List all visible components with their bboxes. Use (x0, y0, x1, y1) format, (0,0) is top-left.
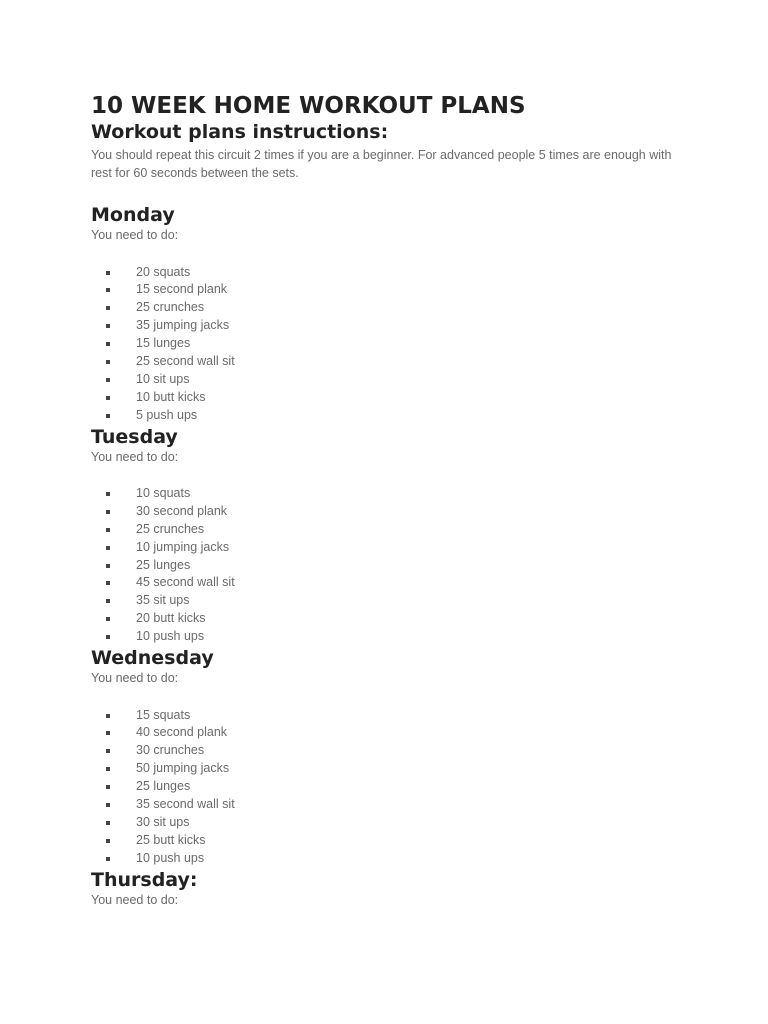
list-item (91, 503, 691, 521)
exercise-label: 25 crunches (136, 300, 205, 315)
exercise-label: 10 sit ups (136, 371, 190, 386)
square-bullet-icon (106, 396, 110, 400)
exercise-label: 15 lunges (136, 336, 191, 351)
list-item (91, 557, 691, 575)
instructions-text: You should repeat this circuit 2 times if you are a beginner. For advanced people 5 times are enough with rest for 60 seconds between the sets. (91, 148, 672, 180)
exercise-label: 25 lunges (136, 779, 191, 794)
list-item (91, 407, 691, 425)
list-item (91, 299, 691, 317)
list-item (91, 760, 691, 778)
square-bullet-icon (106, 360, 110, 364)
day-note: You need to do: (91, 671, 179, 686)
exercise-list (91, 264, 691, 425)
list-item (91, 574, 691, 592)
document-page (91, 93, 691, 928)
list-item (91, 521, 691, 539)
exercise-label: 30 sit ups (136, 814, 190, 829)
day-section-tuesday (91, 425, 691, 647)
list-item (91, 485, 691, 503)
square-bullet-icon (106, 414, 110, 418)
day-section-monday (91, 203, 691, 425)
square-bullet-icon (106, 857, 110, 861)
square-bullet-icon (106, 546, 110, 550)
day-heading: Thursday: (91, 868, 198, 891)
exercise-label: 35 jumping jacks (136, 318, 230, 333)
day-note: You need to do: (91, 228, 179, 242)
exercise-label: 40 second plank (136, 725, 228, 740)
square-bullet-icon (106, 714, 110, 718)
square-bullet-icon (106, 492, 110, 496)
list-item (91, 335, 691, 353)
list-item (91, 707, 691, 725)
list-item (91, 778, 691, 796)
exercise-label: 10 butt kicks (136, 389, 206, 404)
square-bullet-icon (106, 821, 110, 825)
square-bullet-icon (106, 635, 110, 639)
exercise-label: 15 squats (136, 707, 191, 722)
exercise-label: 25 lunges (136, 557, 191, 572)
square-bullet-icon (106, 324, 110, 328)
list-item (91, 592, 691, 610)
list-item (91, 814, 691, 832)
day-section-thursday (91, 868, 691, 910)
list-item (91, 796, 691, 814)
square-bullet-icon (106, 731, 110, 735)
exercise-label: 10 push ups (136, 850, 205, 865)
list-item (91, 539, 691, 557)
square-bullet-icon (106, 342, 110, 346)
square-bullet-icon (106, 510, 110, 514)
exercise-label: 10 push ups (136, 629, 205, 644)
square-bullet-icon (106, 528, 110, 532)
exercise-list (91, 485, 691, 646)
exercise-label: 45 second wall sit (136, 575, 235, 590)
exercise-label: 20 squats (136, 264, 191, 279)
square-bullet-icon (106, 581, 110, 585)
document-title: 10 WEEK HOME WORKOUT PLANS (91, 93, 526, 119)
list-item (91, 371, 691, 389)
exercise-label: 20 butt kicks (136, 611, 206, 626)
list-item (91, 264, 691, 282)
exercise-label: 25 butt kicks (136, 832, 206, 847)
square-bullet-icon (106, 749, 110, 753)
square-bullet-icon (106, 378, 110, 382)
square-bullet-icon (106, 271, 110, 275)
day-heading: Monday (91, 204, 175, 226)
square-bullet-icon (106, 617, 110, 621)
exercise-label: 30 crunches (136, 743, 205, 758)
document-subtitle: Workout plans instructions: (91, 121, 389, 143)
exercise-label: 35 second wall sit (136, 796, 235, 811)
exercise-label: 10 jumping jacks (136, 539, 230, 554)
exercise-label: 5 push ups (136, 407, 198, 422)
exercise-label: 10 squats (136, 486, 191, 501)
list-item (91, 353, 691, 371)
day-heading: Tuesday (91, 425, 178, 448)
square-bullet-icon (106, 564, 110, 568)
exercise-label: 30 second plank (136, 503, 228, 518)
exercise-label: 35 sit ups (136, 593, 190, 608)
day-section-wednesday (91, 646, 691, 868)
list-item (91, 832, 691, 850)
list-item (91, 724, 691, 742)
exercise-label: 50 jumping jacks (136, 761, 230, 776)
list-item (91, 610, 691, 628)
square-bullet-icon (106, 306, 110, 310)
square-bullet-icon (106, 785, 110, 789)
exercise-list (91, 707, 691, 868)
day-heading: Wednesday (91, 647, 214, 670)
square-bullet-icon (106, 803, 110, 807)
day-note: You need to do: (91, 892, 179, 907)
square-bullet-icon (106, 599, 110, 603)
day-note: You need to do: (91, 449, 179, 464)
exercise-label: 15 second plank (136, 282, 228, 297)
square-bullet-icon (106, 767, 110, 771)
square-bullet-icon (106, 288, 110, 292)
exercise-label: 25 second wall sit (136, 353, 235, 368)
list-item (91, 281, 691, 299)
square-bullet-icon (106, 839, 110, 843)
list-item (91, 389, 691, 407)
list-item (91, 317, 691, 335)
exercise-label: 25 crunches (136, 521, 205, 536)
list-item (91, 742, 691, 760)
list-item (91, 628, 691, 646)
list-item (91, 850, 691, 868)
